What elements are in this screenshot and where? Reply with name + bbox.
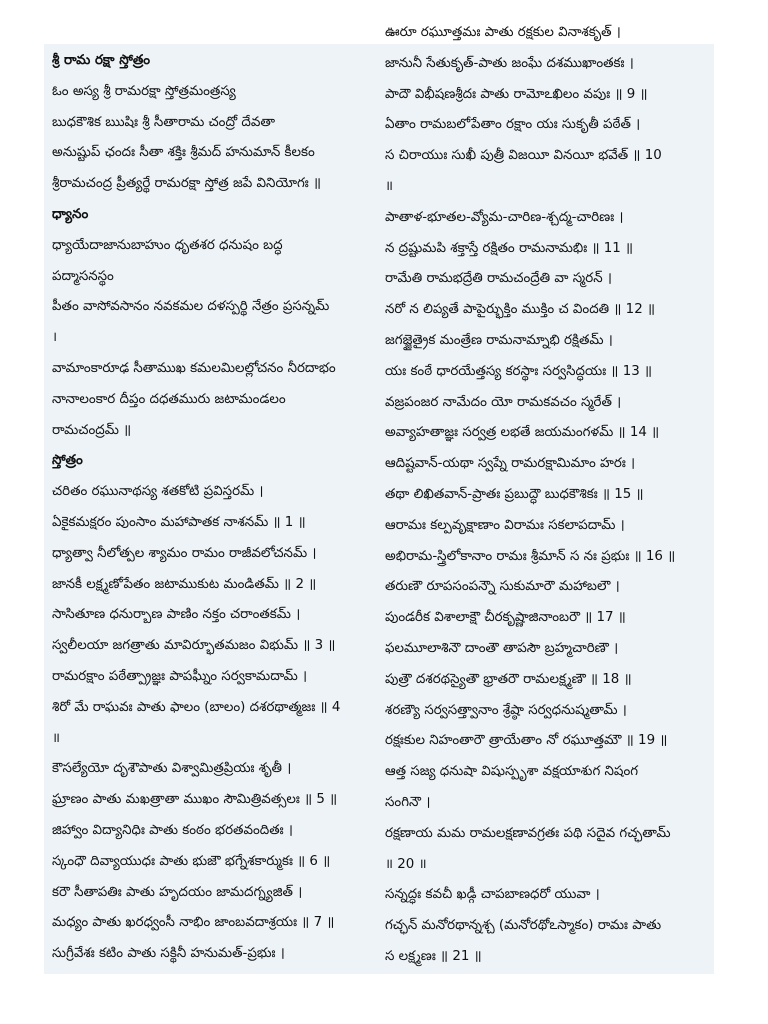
verse-line: ఓం అస్య శ్రీ రామరక్షా స్తోత్రమంత్రస్య: [52, 83, 236, 99]
verse-line: గచ్ఛన్ మనోరథాన్నశ్చ (మనోరథోఽస్మాకం) రామః పాతు: [385, 918, 662, 934]
verse-line: ఊరూ రఘూత్తమః పాతు రక్షకుల వినాశకృత్ ।: [385, 25, 621, 40]
verse-line: రక్షణాయ మమ రామలక్షణావగ్రతః పథి సదైవ గచ్ఛతామ్: [385, 825, 671, 841]
verse-line: ఏకైకమక్షరం పుంసాం మహాపాతక నాశనమ్ ॥ 1 ॥: [52, 514, 306, 530]
verse-line: ఘ్రాణం పాతు మఖత్రాతా ముఖం సౌమిత్రివత్సలః ॥ 5 ॥: [52, 792, 338, 808]
verse-line: స్వలీలయా జగత్రాతు మావిర్భూతమజం విభుమ్ ॥ 3 ॥: [52, 638, 336, 654]
verse-line: అవ్యాహతాజ్ఞః సర్వత్ర లభతే జయమంగళమ్ ॥ 14 ॥: [385, 425, 660, 441]
verse-line: జగజ్జైత్రైక మంత్రేణ రామనామ్నాభి రక్షితమ్ ।: [385, 332, 613, 348]
verse-line: శిరో మే రాఘవః పాతు ఫాలం (బాలం) దశరథాత్మజః ॥ 4: [52, 699, 341, 715]
verse-line: సుగ్రీవేశః కటిం పాతు సక్థినీ హనుమత్-ప్రభుః ।: [52, 946, 285, 962]
verse-line: ॥ 20 ॥: [385, 856, 427, 872]
verse-line: శరణ్యౌ సర్వసత్త్వానాం శ్రేష్ఠా సర్వధనుష్మతామ్ ।: [385, 702, 627, 718]
section-heading: శ్రీ రామ రక్షా స్తోత్రం: [52, 53, 151, 68]
verse-line: ధ్యాత్వా నీలోత్పల శ్యామం రామం రాజీవలోచనమ్ ।: [52, 545, 317, 561]
section-heading: స్తోత్రం: [52, 453, 83, 469]
verse-line: సంగినౌ ।: [385, 794, 431, 810]
verse-line: తరుణౌ రూపసంపన్నౌ సుకుమారౌ మహాబలౌ ।: [385, 579, 620, 595]
verse-line: నరో న లిప్యతే పాపైర్భుక్తిం ముక్తిం చ విందతి ॥ 12 ॥: [385, 302, 655, 318]
verse-line: ఫలమూలాశినౌ దాంతౌ తాపసౌ బ్రహ్మచారిణౌ ।: [385, 640, 619, 656]
verse-line: రామచంద్రమ్ ॥: [52, 422, 132, 438]
verse-line: ఆదిష్టవాన్-యథా స్వప్నే రామరక్షామిమాం హరః ।: [385, 456, 636, 472]
section-heading: ధ్యానం: [52, 206, 89, 222]
verse-line: రక్షఃకుల నిహంతారౌ త్రాయేతాం నో రఘూత్తమౌ ॥ 19 ॥: [385, 733, 668, 749]
verse-line: అనుష్టుప్ ఛందః సీతా శక్తిః శ్రీమద్ హనుమాన్ కీలకం: [52, 145, 315, 161]
document-page: [44, 25, 714, 974]
verse-line: సన్నద్ధః కవచీ ఖడ్గీ చాపబాణధరో యువా ।: [385, 887, 600, 903]
verse-line: వజ్రపంజర నామేదం యో రామకవచం స్మరేత్ ।: [385, 394, 622, 410]
verse-line: పాదౌ విభీషణశ్రీదః పాతు రామోఽఖిలం వపుః ॥ 9 ॥: [385, 86, 648, 102]
right-column: [381, 16, 714, 974]
verse-line: నానాలంకార దీప్తం దధతమురు జటామండలం: [52, 391, 286, 407]
verse-line: జిహ్వాం విద్యానిధిః పాతు కంఠం భరతవందితః ।: [52, 822, 293, 838]
verse-line: ॥: [52, 730, 61, 746]
verse-line: ధ్యాయేదాజానుబాహుం ధృతశర ధనుషం బద్ధ: [52, 237, 283, 253]
left-column: [44, 44, 381, 974]
verse-line: ఆరామః కల్పవృక్షాణాం విరామః సకలాపదామ్ ।: [385, 517, 625, 533]
verse-line: కరౌ సీతాపతిః పాతు హృదయం జామదగ్న్యజిత్ ।: [52, 884, 303, 900]
verse-line: యః కంఠే ధారయేత్తస్య కరస్థాః సర్వసిద్ధయః ॥ 13 ॥: [385, 363, 653, 379]
verse-line: కౌసల్యేయో దృశౌపాతు విశ్వామిత్రప్రియః శృతీ ।: [52, 761, 292, 777]
verse-line: ఏతాం రామబలోపేతాం రక్షాం యః సుకృతీ పఠేత్ ।: [385, 117, 641, 133]
verse-line: స్కంధౌ దివ్యాయుధః పాతు భుజౌ భగ్నేశకార్ముకః ॥ 6 ॥: [52, 853, 331, 869]
verse-line: చరితం రఘునాథస్య శతకోటి ప్రవిస్తరమ్ ।: [52, 484, 264, 500]
verse-line: ఆత్త సజ్య ధనుషా విషుస్పృశా వక్షయాశుగ నిషంగ: [385, 764, 639, 780]
verse-line: బుధకౌశిక ఋషిః శ్రీ సీతారామ చంద్రో దేవతా: [52, 114, 275, 130]
verse-line: అభిరామ-స్త్రిలోకానాం రామః శ్రీమాన్ స నః ప్రభుః ॥ 16 ॥: [385, 548, 676, 564]
verse-line: వామాంకారూఢ సీతాముఖ కమలమిలల్లోచనం నీరదాభం: [52, 360, 336, 376]
verse-line: పద్మాసనస్థం: [52, 268, 114, 284]
verse-line: స చిరాయుః సుఖీ పుత్రీ విజయీ వినయీ భవేత్ ॥ 10: [385, 148, 662, 164]
verse-line: శ్రీరామచంద్ర ప్రీత్యర్థే రామరక్షా స్తోత్ర జపే వినియోగః ॥: [52, 176, 322, 192]
verse-line: ॥: [385, 178, 394, 194]
verse-line: రామేతి రామభద్రేతి రామచంద్రేతి వా స్మరన్ ।: [385, 271, 612, 287]
verse-line: సాసితూణ ధనుర్బాణ పాణిం నక్తం చరాంతకమ్ ।: [52, 607, 301, 623]
verse-line: న ద్రష్టుమపి శక్తాస్తే రక్షితం రామనామభిః ॥ 11 ॥: [385, 240, 634, 256]
verse-line: రామరక్షాం పఠేత్ప్రాజ్ఞః పాపఘ్నీం సర్వకామదామ్ ।: [52, 668, 308, 684]
verse-line: మధ్యం పాతు ఖరధ్వంసీ నాభిం జాంబవదాశ్రయః ॥ 7 ॥: [52, 915, 335, 931]
verse-line: తథా లిఖితవాన్-ప్రాతః ప్రబుద్ధౌ బుధకౌశికః ॥ 15 ॥: [385, 486, 644, 502]
verse-line: జానునీ సేతుకృత్-పాతు జంఘే దశముఖాంతకః ।: [385, 55, 634, 71]
verse-line: పుత్రౌ దశరథస్యైతౌ భ్రాతరౌ రామలక్ష్మణౌ ॥ 18 ॥: [385, 671, 632, 687]
verse-line: పీతం వాసోవసానం నవకమల దళస్పర్థి నేత్రం ప్రసన్నమ్: [52, 299, 330, 315]
verse-line: స లక్ష్మణః ॥ 21 ॥: [385, 948, 482, 964]
verse-line: పుండరీక విశాలాక్షౌ చీరకృష్ణాజినాంబరౌ ॥ 17 ॥: [385, 610, 626, 626]
verse-line: ।: [52, 330, 58, 346]
verse-line: జానకీ లక్ష్మణోపేతం జటాముకుట మండితమ్ ॥ 2 ॥: [52, 576, 317, 592]
verse-line: పాతాళ-భూతల-వ్యోమ-చారిణ-శ్చద్మ-చారిణః ।: [385, 209, 624, 225]
